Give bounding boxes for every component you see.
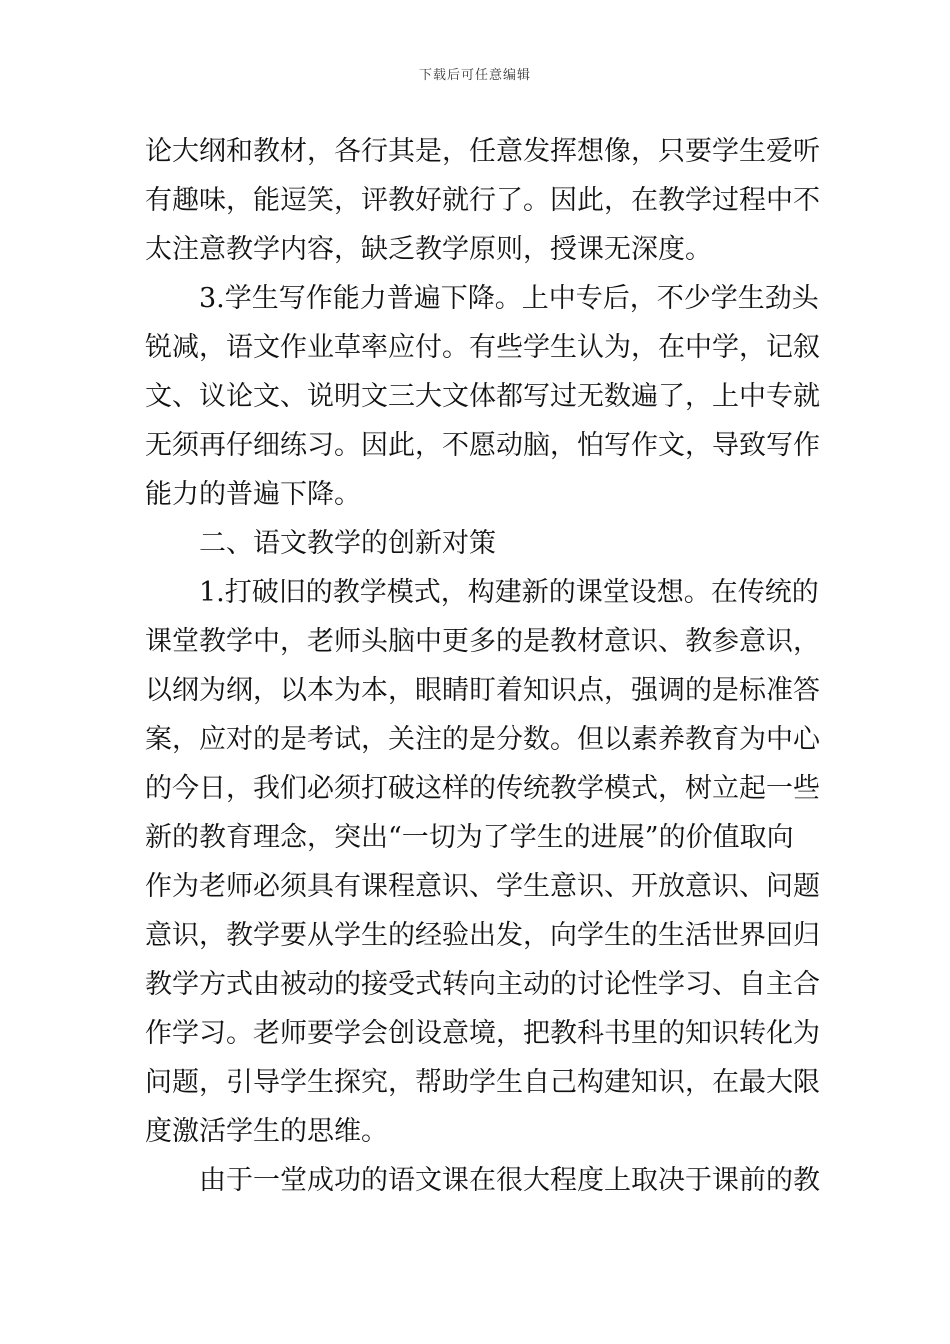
text-line: 文、议论文、说明文三大文体都写过无数遍了，上中专就 (145, 381, 820, 412)
text-line: 问题，引导学生探究，帮助学生自己构建知识，在最大限 (145, 1067, 820, 1098)
text-line: 案，应对的是考试，关注的是分数。但以素养教育为中心 (145, 724, 820, 755)
text-line: 课堂教学中，老师头脑中更多的是教材意识、教参意识， (145, 626, 820, 657)
section-heading: 二、语文教学的创新对策 (199, 528, 496, 559)
text-line: 能力的普遍下降。 (145, 479, 361, 510)
text-line: 锐减，语文作业草率应付。有些学生认为，在中学，记叙 (145, 332, 820, 363)
page-header: 下载后可任意编辑 (418, 68, 531, 83)
text-line: 作为老师必须具有课程意识、学生意识、开放意识、问题 (145, 871, 820, 902)
text-line: 的今日，我们必须打破这样的传统教学模式，树立起一些 (145, 773, 820, 804)
text-line: 教学方式由被动的接受式转向主动的讨论性学习、自主合 (145, 969, 820, 1000)
text-line: 1.打破旧的教学模式，构建新的课堂设想。在传统的 (199, 577, 819, 608)
text-line: 有趣味，能逗笑，评教好就行了。因此，在教学过程中不 (145, 185, 820, 216)
text-line: 论大纲和教材，各行其是，任意发挥想像，只要学生爱听 (145, 136, 820, 167)
text-line: 由于一堂成功的语文课在很大程度上取决于课前的教 (199, 1165, 820, 1196)
text-line: 作学习。老师要学会创设意境，把教科书里的知识转化为 (145, 1018, 820, 1049)
text-line: 度激活学生的思维。 (145, 1116, 388, 1147)
document-body (145, 127, 820, 1205)
text-line: 意识，教学要从学生的经验出发，向学生的生活世界回归 (145, 920, 820, 951)
text-line: 3.学生写作能力普遍下降。上中专后，不少学生劲头 (199, 283, 819, 314)
text-line: 以纲为纲，以本为本，眼睛盯着知识点，强调的是标准答 (145, 675, 820, 706)
text-line: 新的教育理念，突出“一切为了学生的进展”的价值取向 (145, 822, 794, 853)
text-line: 无须再仔细练习。因此，不愿动脑，怕写作文，导致写作 (145, 430, 820, 461)
text-line: 太注意教学内容，缺乏教学原则，授课无深度。 (145, 234, 712, 265)
